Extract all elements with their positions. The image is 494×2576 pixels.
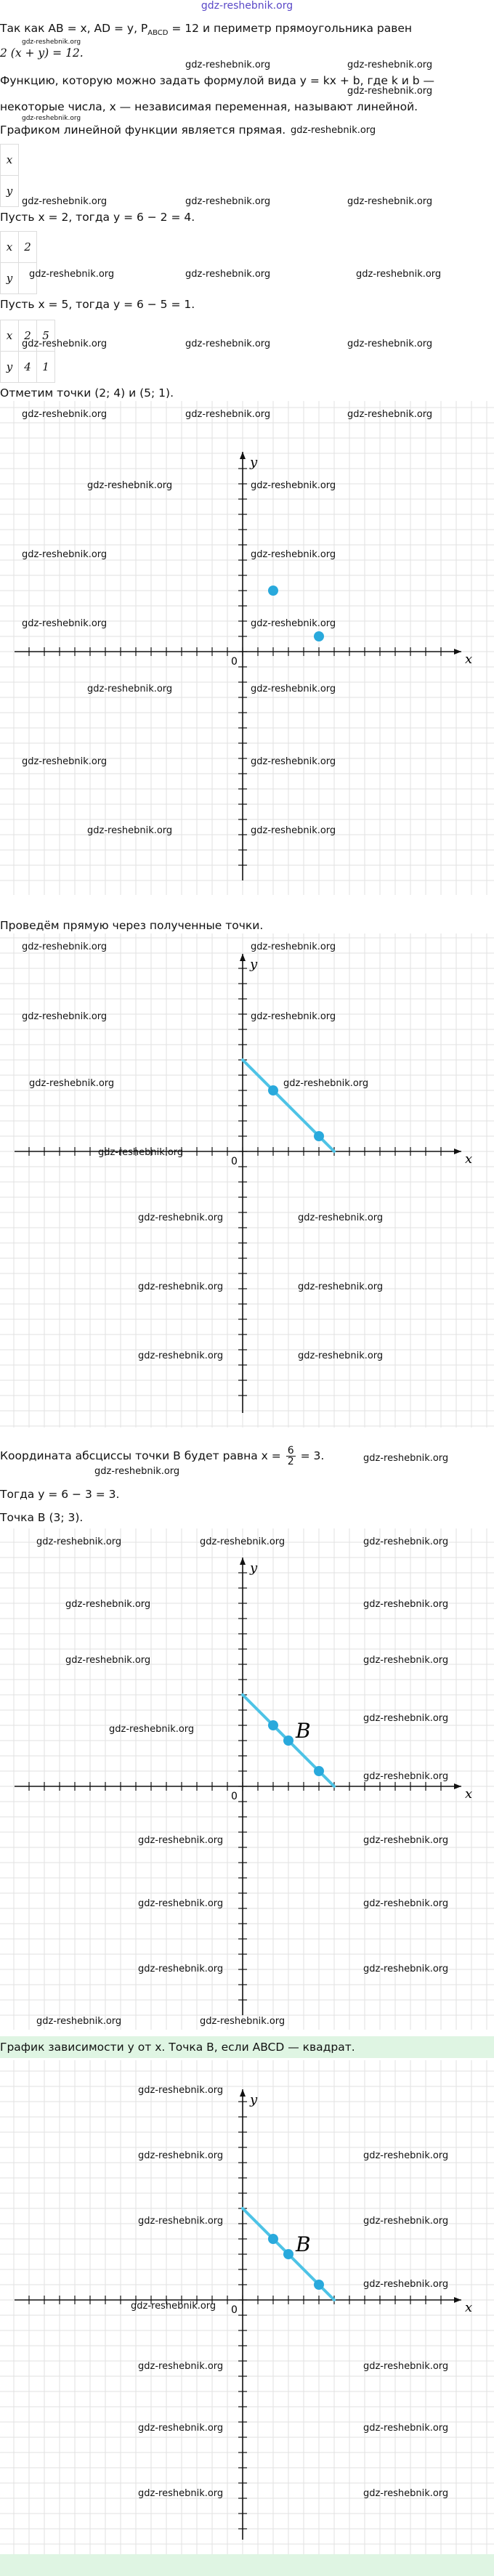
watermark-text: gdz-reshebnik.org bbox=[94, 1466, 180, 1477]
watermark-text: gdz-reshebnik.org bbox=[22, 39, 81, 46]
watermark-text: gdz-reshebnik.org bbox=[251, 941, 336, 952]
watermark-text: gdz-reshebnik.org bbox=[363, 1453, 449, 1464]
watermark-text: gdz-reshebnik.org bbox=[363, 1835, 449, 1846]
caption-band bbox=[0, 2036, 494, 2058]
x-axis-arrow bbox=[454, 649, 461, 655]
watermark-text: gdz-reshebnik.org bbox=[29, 1078, 115, 1089]
text-graph-is-line: Графиком линейной функции является прямая. bbox=[0, 123, 286, 137]
data-point bbox=[268, 1720, 278, 1730]
watermark-text: gdz-reshebnik.org bbox=[185, 339, 271, 349]
watermark-text: gdz-reshebnik.org bbox=[185, 196, 271, 207]
watermark-text: gdz-reshebnik.org bbox=[138, 1898, 224, 1909]
origin-label: 0 bbox=[231, 656, 238, 668]
source-link[interactable]: gdz-reshebnik.org bbox=[201, 0, 293, 12]
watermark-text: gdz-reshebnik.org bbox=[138, 2361, 224, 2372]
text-perimeter-condition: Так как AB = x, AD = y, $P_{ABCD} = 12$ и периметр прямоугольника равен bbox=[0, 22, 413, 38]
table-cell: 5 bbox=[37, 320, 55, 352]
coordinate-plane-with-b bbox=[0, 1528, 494, 2030]
data-point bbox=[283, 1735, 293, 1746]
watermark-text: gdz-reshebnik.org bbox=[87, 480, 173, 491]
watermark-text: gdz-reshebnik.org bbox=[138, 1281, 224, 1292]
watermark-text: gdz-reshebnik.org bbox=[298, 1350, 384, 1361]
x-axis-arrow bbox=[454, 2297, 461, 2303]
watermark-text: gdz-reshebnik.org bbox=[87, 684, 173, 694]
watermark-text: gdz-reshebnik.org bbox=[363, 1655, 449, 1666]
table-cell: 2 bbox=[19, 232, 37, 263]
watermark-text: gdz-reshebnik.org bbox=[347, 196, 433, 207]
watermark-text: gdz-reshebnik.org bbox=[138, 2085, 224, 2096]
y-axis-arrow bbox=[240, 954, 246, 961]
watermark-text: gdz-reshebnik.org bbox=[363, 2488, 449, 2499]
watermark-text: gdz-reshebnik.org bbox=[185, 60, 271, 70]
x-axis-label: x bbox=[465, 2300, 473, 2315]
text-abscissa-b: Координата абсциссы точки B будет равна x = $\frac{6}{2}$ = 3. bbox=[0, 1445, 325, 1467]
data-point bbox=[314, 1131, 324, 1141]
watermark-text: gdz-reshebnik.org bbox=[98, 1147, 184, 1158]
watermark-text: gdz-reshebnik.org bbox=[22, 549, 108, 560]
watermark-text: gdz-reshebnik.org bbox=[251, 684, 336, 694]
watermark-text: gdz-reshebnik.org bbox=[298, 1281, 384, 1292]
watermark-text: gdz-reshebnik.org bbox=[363, 1536, 449, 1547]
watermark-text: gdz-reshebnik.org bbox=[363, 2150, 449, 2161]
y-axis-label: y bbox=[250, 957, 258, 972]
watermark-text: gdz-reshebnik.org bbox=[138, 1835, 224, 1846]
data-point bbox=[283, 2249, 293, 2259]
text-case-x5: Пусть x = 5, тогда y = 6 − 5 = 1. bbox=[0, 298, 195, 311]
watermark-text: gdz-reshebnik.org bbox=[347, 339, 433, 349]
origin-label: 0 bbox=[231, 1791, 238, 1802]
data-point bbox=[268, 586, 278, 596]
y-axis-arrow bbox=[240, 1558, 246, 1565]
watermark-text: gdz-reshebnik.org bbox=[363, 1713, 449, 1724]
watermark-text: gdz-reshebnik.org bbox=[363, 1599, 449, 1610]
graph-line bbox=[0, 933, 494, 1427]
watermark-text: gdz-reshebnik.org bbox=[298, 1212, 384, 1223]
watermark-text: gdz-reshebnik.org bbox=[185, 269, 271, 280]
watermark-text: gdz-reshebnik.org bbox=[347, 86, 433, 97]
watermark-text: gdz-reshebnik.org bbox=[22, 196, 108, 207]
table-cell: 1 bbox=[37, 352, 55, 383]
watermark-text: gdz-reshebnik.org bbox=[29, 269, 115, 280]
watermark-text: gdz-reshebnik.org bbox=[363, 1771, 449, 1782]
y-axis-arrow bbox=[240, 2089, 246, 2097]
watermark-text: gdz-reshebnik.org bbox=[356, 269, 442, 280]
table-cell: 2 bbox=[19, 320, 37, 352]
watermark-text: gdz-reshebnik.org bbox=[22, 756, 108, 767]
watermark-text: gdz-reshebnik.org bbox=[363, 2423, 449, 2434]
graph-final bbox=[0, 2060, 494, 2554]
watermark-text: gdz-reshebnik.org bbox=[363, 2361, 449, 2372]
data-point bbox=[268, 2234, 278, 2244]
watermark-text: gdz-reshebnik.org bbox=[22, 339, 108, 349]
text-mark-points: Отметим точки (2; 4) и (5; 1). bbox=[0, 386, 174, 400]
watermark-text: gdz-reshebnik.org bbox=[22, 115, 81, 122]
watermark-text: gdz-reshebnik.org bbox=[363, 1964, 449, 1974]
watermark-text: gdz-reshebnik.org bbox=[22, 618, 108, 629]
value-table-partial bbox=[0, 231, 37, 294]
data-point bbox=[314, 2280, 324, 2290]
watermark-text: gdz-reshebnik.org bbox=[363, 2279, 449, 2290]
watermark-text: gdz-reshebnik.org bbox=[251, 480, 336, 491]
table-cell: y bbox=[1, 352, 19, 383]
watermark-text: gdz-reshebnik.org bbox=[251, 549, 336, 560]
table-cell: 4 bbox=[19, 352, 37, 383]
watermark-text: gdz-reshebnik.org bbox=[200, 2016, 286, 2027]
table-cell: x bbox=[1, 232, 19, 263]
watermark-text: gdz-reshebnik.org bbox=[65, 1655, 151, 1666]
graph-with-b bbox=[0, 1528, 494, 2030]
value-table-empty bbox=[0, 144, 19, 207]
watermark-text: gdz-reshebnik.org bbox=[347, 409, 433, 420]
text-linear-definition-2: некоторые числа, x — независимая переменная, называют линейной. bbox=[0, 100, 418, 113]
watermark-text: gdz-reshebnik.org bbox=[36, 1536, 122, 1547]
text-perimeter-formula: 2 (x + y) = 12. bbox=[0, 46, 84, 60]
data-point bbox=[268, 1085, 278, 1095]
watermark-text: gdz-reshebnik.org bbox=[138, 2423, 224, 2434]
watermark-text: gdz-reshebnik.org bbox=[22, 409, 108, 420]
watermark-text: gdz-reshebnik.org bbox=[251, 1011, 336, 1022]
caption-text: График зависимости y от x. Точка B, если ABCD — квадрат. bbox=[0, 2041, 355, 2054]
watermark-text: gdz-reshebnik.org bbox=[109, 1724, 195, 1735]
watermark-text: gdz-reshebnik.org bbox=[347, 60, 433, 70]
watermark-text: gdz-reshebnik.org bbox=[138, 2488, 224, 2499]
text-point-b: Точка B (3; 3). bbox=[0, 1511, 84, 1524]
table-cell: y bbox=[1, 263, 19, 294]
x-axis-arrow bbox=[454, 1783, 461, 1789]
watermark-text: gdz-reshebnik.org bbox=[131, 2301, 216, 2312]
coordinate-plane-final bbox=[0, 2060, 494, 2554]
watermark-text: gdz-reshebnik.org bbox=[138, 2150, 224, 2161]
watermark-text: gdz-reshebnik.org bbox=[363, 1898, 449, 1909]
text-linear-definition-1: Функцию, которую можно задать формулой вида y = kx + b, где k и b — bbox=[0, 74, 434, 87]
watermark-text: gdz-reshebnik.org bbox=[138, 2216, 224, 2227]
watermark-text: gdz-reshebnik.org bbox=[291, 125, 376, 136]
footer-band bbox=[0, 2554, 494, 2576]
text-case-x2: Пусть x = 2, тогда y = 6 − 2 = 4. bbox=[0, 211, 195, 224]
table-cell: y bbox=[1, 176, 19, 207]
y-axis-label: y bbox=[250, 2092, 258, 2107]
x-axis-label: x bbox=[465, 1786, 473, 1802]
watermark-text: gdz-reshebnik.org bbox=[283, 1078, 369, 1089]
y-axis-label: y bbox=[250, 455, 258, 470]
watermark-text: gdz-reshebnik.org bbox=[138, 1350, 224, 1361]
watermark-text: gdz-reshebnik.org bbox=[251, 618, 336, 629]
origin-label: 0 bbox=[231, 2304, 238, 2316]
graph-points bbox=[0, 401, 494, 895]
point-b-label: B bbox=[296, 1719, 311, 1743]
text-draw-line: Проведём прямую через полученные точки. bbox=[0, 919, 264, 932]
watermark-text: gdz-reshebnik.org bbox=[363, 2216, 449, 2227]
table-cell: x bbox=[1, 145, 19, 176]
y-axis-label: y bbox=[250, 1560, 258, 1576]
watermark-text: gdz-reshebnik.org bbox=[22, 1011, 108, 1022]
value-table-full bbox=[0, 320, 55, 383]
watermark-text: gdz-reshebnik.org bbox=[65, 1599, 151, 1610]
watermark-text: gdz-reshebnik.org bbox=[87, 825, 173, 836]
data-point bbox=[314, 631, 324, 641]
fraction: $\frac{6}{2}$ bbox=[287, 1445, 294, 1467]
x-axis-label: x bbox=[465, 652, 473, 667]
text-y-value: Тогда y = 6 − 3 = 3. bbox=[0, 1488, 120, 1501]
watermark-text: gdz-reshebnik.org bbox=[185, 409, 271, 420]
coordinate-plane-line bbox=[0, 933, 494, 1427]
table-cell: x bbox=[1, 320, 19, 352]
x-axis-arrow bbox=[454, 1149, 461, 1154]
watermark-text: gdz-reshebnik.org bbox=[138, 1964, 224, 1974]
x-axis-label: x bbox=[465, 1151, 473, 1167]
watermark-text: gdz-reshebnik.org bbox=[22, 941, 108, 952]
watermark-text: gdz-reshebnik.org bbox=[251, 756, 336, 767]
watermark-text: gdz-reshebnik.org bbox=[138, 1212, 224, 1223]
watermark-text: gdz-reshebnik.org bbox=[36, 2016, 122, 2027]
watermark-text: gdz-reshebnik.org bbox=[200, 1536, 286, 1547]
point-b-label: B bbox=[296, 2232, 311, 2256]
data-point bbox=[314, 1766, 324, 1776]
origin-label: 0 bbox=[231, 1156, 238, 1167]
coordinate-plane-points bbox=[0, 401, 494, 895]
watermark-text: gdz-reshebnik.org bbox=[251, 825, 336, 836]
